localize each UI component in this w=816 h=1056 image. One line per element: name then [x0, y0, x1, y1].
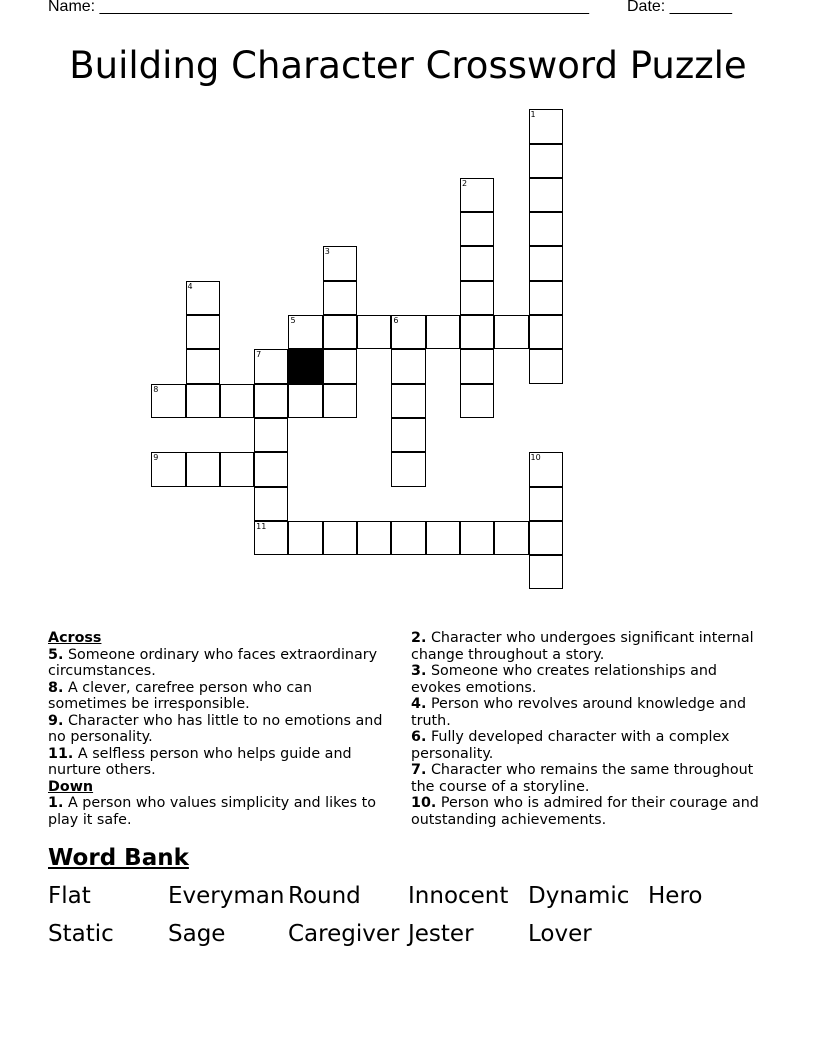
- page-title: Building Character Crossword Puzzle: [69, 44, 747, 87]
- grid-cell[interactable]: [323, 281, 357, 315]
- grid-cell[interactable]: [460, 349, 494, 383]
- down-heading: Down: [48, 778, 94, 795]
- clue-num: 3.: [411, 663, 427, 679]
- word-bank-word: Jester: [408, 921, 474, 947]
- grid-cell[interactable]: [254, 418, 288, 452]
- grid-cell[interactable]: [357, 521, 391, 555]
- clue: [48, 795, 393, 828]
- clue: [411, 795, 761, 828]
- grid-cell[interactable]: [186, 452, 220, 486]
- clue: [48, 680, 393, 713]
- clue: [48, 746, 393, 779]
- grid-cell[interactable]: [460, 521, 494, 555]
- grid-cell[interactable]: [529, 178, 563, 212]
- grid-cell[interactable]: [186, 281, 220, 315]
- grid-cell[interactable]: [186, 349, 220, 383]
- clue-num: 7.: [411, 762, 427, 778]
- clue-text: Someone who creates relationships and evokes emotions.: [411, 663, 717, 696]
- clue-number: 7: [256, 350, 262, 360]
- grid-cell[interactable]: [460, 212, 494, 246]
- grid-cell[interactable]: [529, 521, 563, 555]
- grid-cell[interactable]: [529, 315, 563, 349]
- grid-cell[interactable]: [460, 178, 494, 212]
- grid-cell[interactable]: [357, 315, 391, 349]
- clue-text: Character who undergoes significant internal change throughout a story.: [411, 630, 754, 663]
- grid-cell[interactable]: [391, 349, 425, 383]
- clue: [411, 729, 761, 762]
- clues-right: [411, 630, 761, 828]
- clue-number: 8: [153, 384, 159, 394]
- black-cell: [288, 349, 322, 383]
- word-bank-word: Everyman: [168, 883, 285, 909]
- clue-text: A selfless person who helps guide and nurture others.: [48, 745, 352, 778]
- word-bank-title: Word Bank: [48, 845, 189, 871]
- grid-cell[interactable]: [494, 315, 528, 349]
- grid-cell[interactable]: [494, 521, 528, 555]
- grid-cell[interactable]: [529, 212, 563, 246]
- across-heading: Across: [48, 630, 102, 646]
- grid-cell[interactable]: [391, 418, 425, 452]
- clue-text: A clever, carefree person who can sometimes be irresponsible.: [48, 679, 313, 712]
- word-bank-word: Round: [288, 883, 361, 909]
- grid-cell[interactable]: [460, 315, 494, 349]
- grid-cell[interactable]: [323, 349, 357, 383]
- clue-number: 4: [187, 281, 193, 291]
- word-bank-word: Static: [48, 921, 114, 947]
- grid-cell[interactable]: [288, 315, 322, 349]
- grid-cell[interactable]: [460, 281, 494, 315]
- grid-cell[interactable]: [254, 384, 288, 418]
- clue: [411, 663, 761, 696]
- grid-cell[interactable]: [529, 487, 563, 521]
- grid-cell[interactable]: [426, 521, 460, 555]
- clue: [411, 630, 761, 663]
- clue-text: Someone ordinary who faces extraordinary circumstances.: [48, 646, 378, 679]
- word-bank-word: Dynamic: [528, 883, 630, 909]
- clue-text: A person who values simplicity and likes to play it safe.: [48, 795, 377, 828]
- clue-text: Character who remains the same throughout the course of a storyline.: [411, 762, 754, 795]
- clues-left: [48, 630, 393, 828]
- grid-cell[interactable]: [186, 315, 220, 349]
- clue-number: 9: [153, 453, 159, 463]
- clue-number: 3: [324, 247, 330, 257]
- clue-num: 10.: [411, 795, 437, 811]
- grid-cell[interactable]: [186, 384, 220, 418]
- clue: [411, 696, 761, 729]
- grid-cell[interactable]: [529, 109, 563, 143]
- word-bank-word: Sage: [168, 921, 226, 947]
- clue-number: 1: [530, 110, 536, 120]
- grid-cell[interactable]: [151, 452, 185, 486]
- grid-cell[interactable]: [254, 349, 288, 383]
- word-bank-word: Innocent: [408, 883, 509, 909]
- clue-number: 2: [461, 178, 468, 188]
- date-field[interactable]: Date: _______: [627, 0, 732, 15]
- grid-cell[interactable]: [529, 144, 563, 178]
- grid-cell[interactable]: [254, 521, 288, 555]
- clue-num: 6.: [411, 729, 427, 745]
- grid-cell[interactable]: [151, 384, 185, 418]
- grid-cell[interactable]: [288, 521, 322, 555]
- clue-num: 4.: [411, 696, 427, 712]
- word-bank-word: Lover: [528, 921, 592, 947]
- clue-num: 9.: [48, 712, 64, 729]
- clue-num: 11.: [48, 745, 74, 762]
- clue: [411, 762, 761, 795]
- grid-cell[interactable]: [426, 315, 460, 349]
- clue-text: Person who revolves around knowledge and truth.: [411, 696, 747, 729]
- clue-number: 11: [256, 521, 267, 531]
- clue-num: 1.: [48, 795, 64, 811]
- clue-num: 5.: [48, 646, 64, 663]
- clue: [48, 647, 393, 680]
- grid-cell[interactable]: [254, 452, 288, 486]
- clue-num: 2.: [411, 630, 427, 646]
- grid-cell[interactable]: [220, 384, 254, 418]
- grid-cell[interactable]: [460, 246, 494, 280]
- grid-cell[interactable]: [254, 487, 288, 521]
- grid-cell[interactable]: [529, 281, 563, 315]
- grid-cell[interactable]: [288, 384, 322, 418]
- grid-cell[interactable]: [391, 315, 425, 349]
- word-bank-word: Flat: [48, 883, 91, 909]
- grid-cell[interactable]: [323, 384, 357, 418]
- name-field[interactable]: Name: _______________________________________________________: [48, 0, 589, 15]
- clue-number: 6: [393, 316, 399, 326]
- clue-text: Person who is admired for their courage and outstanding achievements.: [411, 795, 759, 828]
- grid-cell[interactable]: [391, 521, 425, 555]
- grid-cell[interactable]: [323, 521, 357, 555]
- clue: [48, 713, 393, 746]
- grid-cell[interactable]: [529, 452, 563, 486]
- clue-text: Fully developed character with a complex personality.: [411, 729, 730, 762]
- clue-num: 8.: [48, 679, 64, 696]
- grid-cell[interactable]: [323, 246, 357, 280]
- word-bank-word: Caregiver: [288, 921, 400, 947]
- grid-cell[interactable]: [220, 452, 254, 486]
- word-bank-word: Hero: [648, 883, 703, 909]
- grid-cell[interactable]: [391, 384, 425, 418]
- grid-cell[interactable]: [323, 315, 357, 349]
- grid-cell[interactable]: [529, 555, 563, 589]
- grid-cell[interactable]: [391, 452, 425, 486]
- grid-cell[interactable]: [460, 384, 494, 418]
- clue-number: 5: [290, 316, 296, 326]
- grid-cell[interactable]: [529, 246, 563, 280]
- clue-text: Character who has little to no emotions and no personality.: [48, 712, 383, 745]
- grid-cell[interactable]: [529, 349, 563, 383]
- clue-number: 10: [530, 453, 541, 463]
